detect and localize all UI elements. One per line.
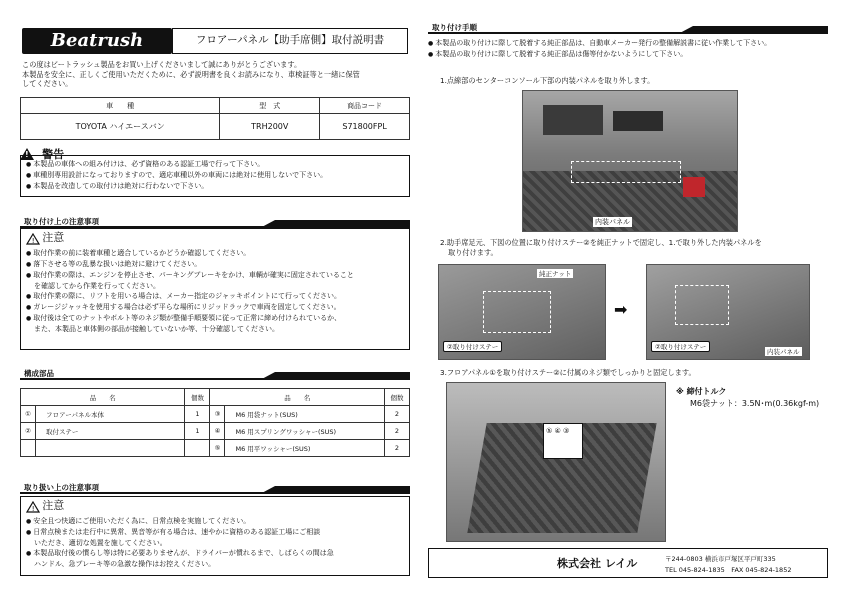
caution-label: 注意 <box>42 499 65 512</box>
svg-text:!: ! <box>31 237 35 245</box>
removal-section-title: 取り扱い上の注意事項 <box>20 482 410 494</box>
panel-label: 内装パネル <box>767 348 800 356</box>
parts-header-qty: 個数 <box>185 389 210 406</box>
intro-line-3: してください。 <box>22 79 73 88</box>
caution-item: ● ガレージジャッキを使用する場合は必ず平らな場所にリジッドラックで車両を固定してください。 <box>26 302 404 313</box>
vehicle-header-model: 車 種 <box>21 98 220 114</box>
step-2-photo-after <box>646 264 810 360</box>
vehicle-header-code: 商品コード <box>320 98 410 114</box>
caution-label: 注意 <box>42 231 65 244</box>
caution-item: ● 取付作業の前に装着車種と適合しているかどうか確認してください。 <box>26 248 404 259</box>
panel-label: 内装パネル <box>595 218 630 226</box>
parts-header-name: 品 名 <box>21 389 185 406</box>
step-1-photo <box>522 90 738 232</box>
dashed-outline <box>571 161 681 183</box>
removal-caution-box <box>20 496 410 576</box>
parts-header-name: 品 名 <box>210 389 385 406</box>
table-row: ① フロアーパネル本体 1 ③ M6 用袋ナット(SUS) 2 <box>21 406 410 423</box>
vehicle-model: TOYOTA ハイエースバン <box>21 114 220 140</box>
stay-label: ②取り付けステー <box>651 341 710 352</box>
procedure-notes <box>428 38 828 60</box>
table-row: ⑤ M6 用平ワッシャー(SUS) 2 <box>21 440 410 457</box>
intro-text <box>22 60 410 89</box>
install-caution-box <box>20 228 410 350</box>
parts-table <box>20 388 410 457</box>
caution-item: ● 落下させる等の乱暴な扱いは絶対に避けてください。 <box>26 259 404 270</box>
step-3-text: 3.フロアパネル①を取り付けステー②に付属のネジ類でしっかりと固定します。 <box>440 368 696 377</box>
caution-item-continued: いただき、適切な処置を施してください。 <box>34 539 167 547</box>
caution-item: ● 安全且つ快適にご使用いただく為に、日常点検を実施してください。 <box>26 516 404 527</box>
nut-label: 純正ナット <box>539 270 572 278</box>
procedure-note: ● 本製品の取り付けに際して脱着する純正部品は傷等付かないようにして下さい。 <box>428 49 828 60</box>
parts-section-title: 構成部品 <box>20 368 410 380</box>
vehicle-table <box>20 97 410 140</box>
stay-label: ②取り付けステー <box>443 341 502 352</box>
warning-label: 警告 <box>42 147 65 161</box>
warning-item: ● 本製品を改造しての取付けは絶対に行わないで下さい。 <box>26 181 404 192</box>
parts-callout: ⑤ ④ ③ <box>543 423 583 459</box>
torque-value: M6袋ナット：3.5N･m(0.36kgf-m) <box>690 399 820 408</box>
svg-text:!: ! <box>31 505 35 513</box>
caution-item: ● 取付作業の際は、エンジンを停止させ、パーキングブレーキをかけ、車輌が確実に固定されていること <box>26 270 404 281</box>
vehicle-header-type: 型 式 <box>220 98 320 114</box>
table-row: ② 取付ステー 1 ④ M6 用スプリングワッシャー(SUS) 2 <box>21 423 410 440</box>
step-3-photo <box>446 382 666 542</box>
caution-item: ● 日常点検または走行中に異常、異音等が有る場合は、速やかに資格のある認証工場にご相談 <box>26 527 404 538</box>
company-phone: TEL 045-824-1835 FAX 045-824-1852 <box>665 566 792 574</box>
step-2-text-a: 2.助手席足元、下図の位置に取り付けステー②を純正ナットで固定し、1.で取り外した内装パネルを <box>440 238 762 247</box>
step-2-text-b: 取り付けます。 <box>448 248 498 257</box>
caution-icon <box>26 501 40 513</box>
procedure-section-title: 取り付け手順 <box>428 22 828 34</box>
caution-item-continued: を確認してから作業を行ってください。 <box>34 282 160 290</box>
install-caution-section-title: 取り付け上の注意事項 <box>20 216 410 228</box>
step-1-text: 1.点線部のセンターコンソール下部の内装パネルを取り外します。 <box>440 76 655 85</box>
warning-item: ● 本製品の車体への組み付けは、必ず資格のある認証工場で行って下さい。 <box>26 159 404 170</box>
caution-item: ● 本製品取付後の慣らし等は特に必要ありませんが、ドライバーが慣れるまで、しばらくの間は急 <box>26 548 404 559</box>
arrow-right-icon: ➡ <box>614 300 628 319</box>
caution-item: ● 取付作業の際に、リフトを用いる場合は、メーカー指定のジャッキポイントにて行ってください。 <box>26 291 404 302</box>
company-address: 〒244-0803 横浜市戸塚区平戸町335 <box>665 555 776 563</box>
warning-item: ● 車種別専用設計になっておりますので、適応車種以外の車両には絶対に使用しないで下さい。 <box>26 170 404 181</box>
intro-line-2: 本製品を安全に、正しくご使用いただくために、必ず説明書を良くお読みになり、車検証等と一緒に保管 <box>22 69 360 79</box>
company-box <box>428 548 828 578</box>
document-title: フロアーパネル【助手席側】取付説明書 <box>172 28 408 54</box>
company-name: 株式会社 レイル <box>557 557 638 570</box>
caution-icon <box>26 233 40 245</box>
warning-box <box>20 155 410 197</box>
parts-header-qty: 個数 <box>385 389 410 406</box>
step-2-photo-before <box>438 264 606 360</box>
caution-item: ● 取付後は全てのナットやボルト等のネジ類が整備手順要領に従って正常に締め付けられているか、 <box>26 313 404 324</box>
torque-title: ※ 締付トルク <box>676 387 727 396</box>
caution-item-continued: ハンドル、急ブレーキ等の急激な操作はお控えください。 <box>34 560 216 568</box>
caution-item-continued: また、本製品と車体側の部品が接触していないか等、十分確認してください。 <box>34 325 279 333</box>
intro-line-1: この度はビートラッシュ製品をお買い上げくださいまして誠にありがとうございます。 <box>22 60 302 69</box>
procedure-note: ● 本製品の取り付けに際して脱着する純正部品は、自動車メーカー発行の整備解説書に従い作業して下さい。 <box>428 38 828 49</box>
brand-logo: Beatrush <box>22 28 172 54</box>
product-code: S71800FPL <box>320 114 410 140</box>
vehicle-type: TRH200V <box>220 114 320 140</box>
